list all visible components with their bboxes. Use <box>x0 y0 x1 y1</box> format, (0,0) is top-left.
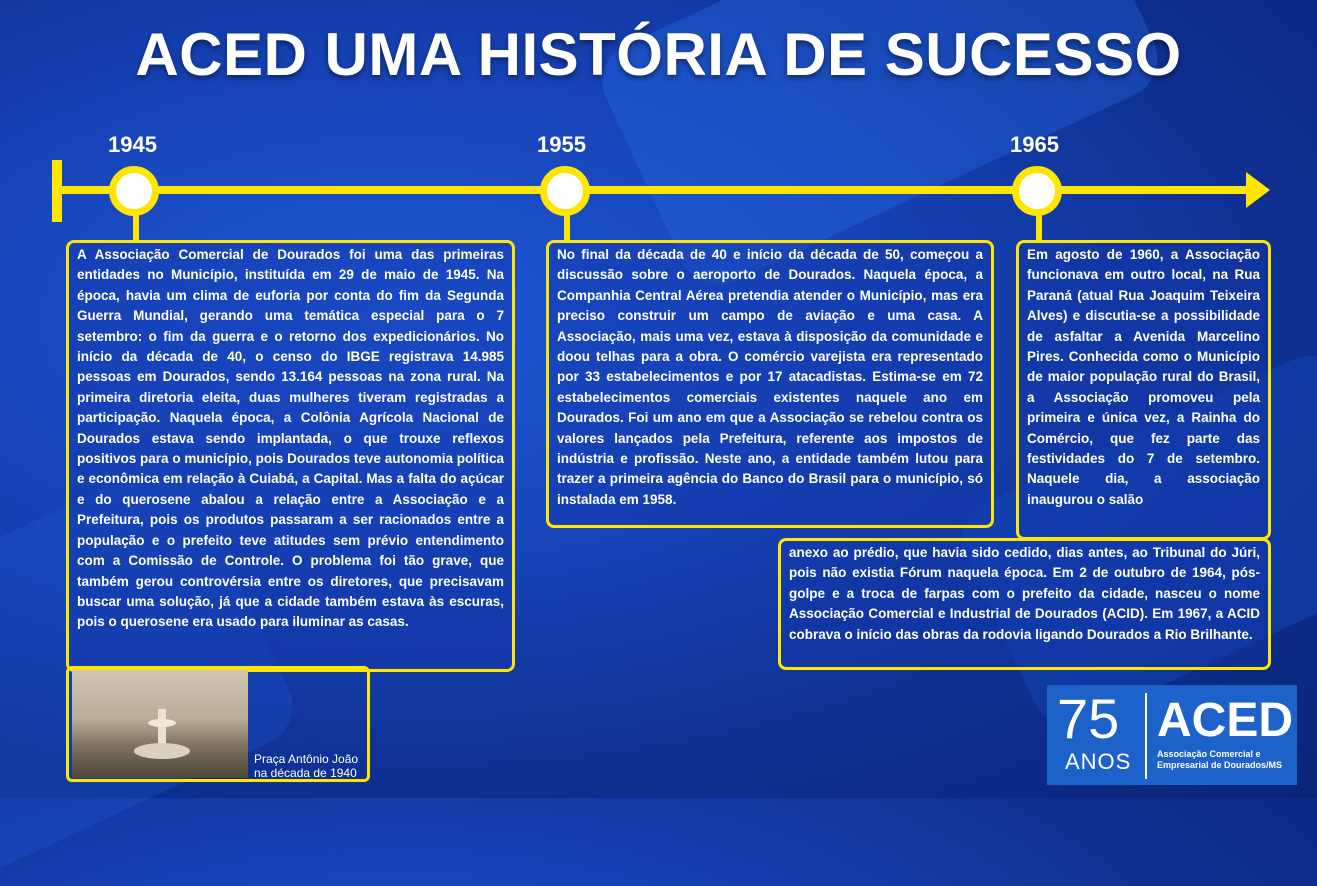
logo-subtitle-line: Empresarial de Dourados/MS <box>1157 760 1283 770</box>
logo-number: 75 <box>1057 687 1120 750</box>
timeline-text-1965-continued: anexo ao prédio, que havia sido cedido, dias antes, ao Tribunal do Júri, pois não existia Fórum naquela época. Em 2 de outubro de 1964, pós-golpe e a troca de farpas com o prefeito da cidade, nasceu o nome Associação Comercial e Industrial de Dourados (ACID). Em 1967, a ACID cobrava o início das obras da rodovia ligando Dourados a Rio Brilhante. <box>778 538 1271 670</box>
fountain-illustration <box>132 705 192 765</box>
timeline-node-1955 <box>540 166 590 216</box>
logo-name: ACED <box>1157 694 1294 747</box>
logo-anos: ANOS <box>1065 749 1132 774</box>
photo-caption-line: na década de 1940 <box>254 766 357 780</box>
timeline-text-1955: No final da década de 40 e início da década de 50, começou a discussão sobre o aeroporto de Dourados. Naquela época, a Companhia Central Aérea pretendia atender o Município, mas era preciso construir um campo de aviação e uma casa. A Associação, mais uma vez, estava à disposição da comunidade e doou telhas para a obra. O comércio varejista era representado por 33 estabelecimentos e por 17 atacadistas. Estima-se em 72 estabelecimentos comerciais existentes naquele ano em Dourados. Foi um ano em que a Associação se rebelou contra os valores lançados pela Prefeitura, referente aos impostos de indústria e profissão. Neste ano, a entidade também lutou para trazer a primeira agência do Banco do Brasil para o município, só instalada em 1958. <box>546 240 994 528</box>
timeline-node-1965 <box>1012 166 1062 216</box>
timeline-node-1945 <box>109 166 159 216</box>
aced-75-anos-logo <box>1047 685 1297 785</box>
logo-divider <box>1145 693 1147 779</box>
timeline-arrow-icon <box>1246 172 1270 208</box>
timeline-year-1955: 1955 <box>537 132 586 157</box>
logo-subtitle-line: Associação Comercial e <box>1157 749 1261 759</box>
timeline-year-1965: 1965 <box>1010 132 1059 157</box>
photo-caption <box>254 752 358 780</box>
logo-subtitle <box>1157 749 1282 771</box>
timeline-year-1945: 1945 <box>108 132 157 157</box>
historic-photo <box>72 670 248 778</box>
timeline-text-1965: Em agosto de 1960, a Associação funcionava em outro local, na Rua Paraná (atual Rua Joaquim Teixeira Alves) e discutia-se a possibilidade de asfaltar a Avenida Marcelino Pires. Conhecida como o Município de maior população rural do Brasil, a Associação promoveu pela primeira e única vez, a Rainha do Comércio, que fez parte das festividades do 7 de setembro. Naquele dia, a associação inaugurou o salão <box>1016 240 1271 540</box>
timeline-bar <box>52 186 1252 194</box>
page-title: ACED UMA HISTÓRIA DE SUCESSO <box>135 21 1182 88</box>
timeline-text-1945: A Associação Comercial de Dourados foi uma das primeiras entidades no Município, instituída em 29 de maio de 1945. Na época, havia um clima de euforia por conta do fim da Segunda Guerra Mundial, gerando uma temática especial para o 7 setembro: o fim da guerra e o retorno dos expedicionários. No início da década de 40, o censo do IBGE registrava 14.985 pessoas em Dourados, sendo 13.164 pessoas na zona rural. Na primeira diretoria eleita, duas mulheres tiveram registradas a participação. Naquela época, a Colônia Agrícola Nacional de Dourados estava sendo implantada, o que trouxe reflexos positivos para o município, pois Dourados teve autonomia política e econômica em relação à Cuiabá, a Capital. Mas a falta do açúcar e do querosene abalou a relação entre a Associação e a Prefeitura, pois os produtos passaram a ser racionados entre a população e o prefeito teve atitudes sem prévio entendimento com a Comissão de Controle. O problema foi tão grave, que também gerou controvérsia entre os diretores, que precisavam buscar uma solução, já que a cidade também estava às escuras, pois o querosene era usado para iluminar as casas. <box>66 240 515 672</box>
photo-caption-line: Praça Antônio João <box>254 752 359 766</box>
